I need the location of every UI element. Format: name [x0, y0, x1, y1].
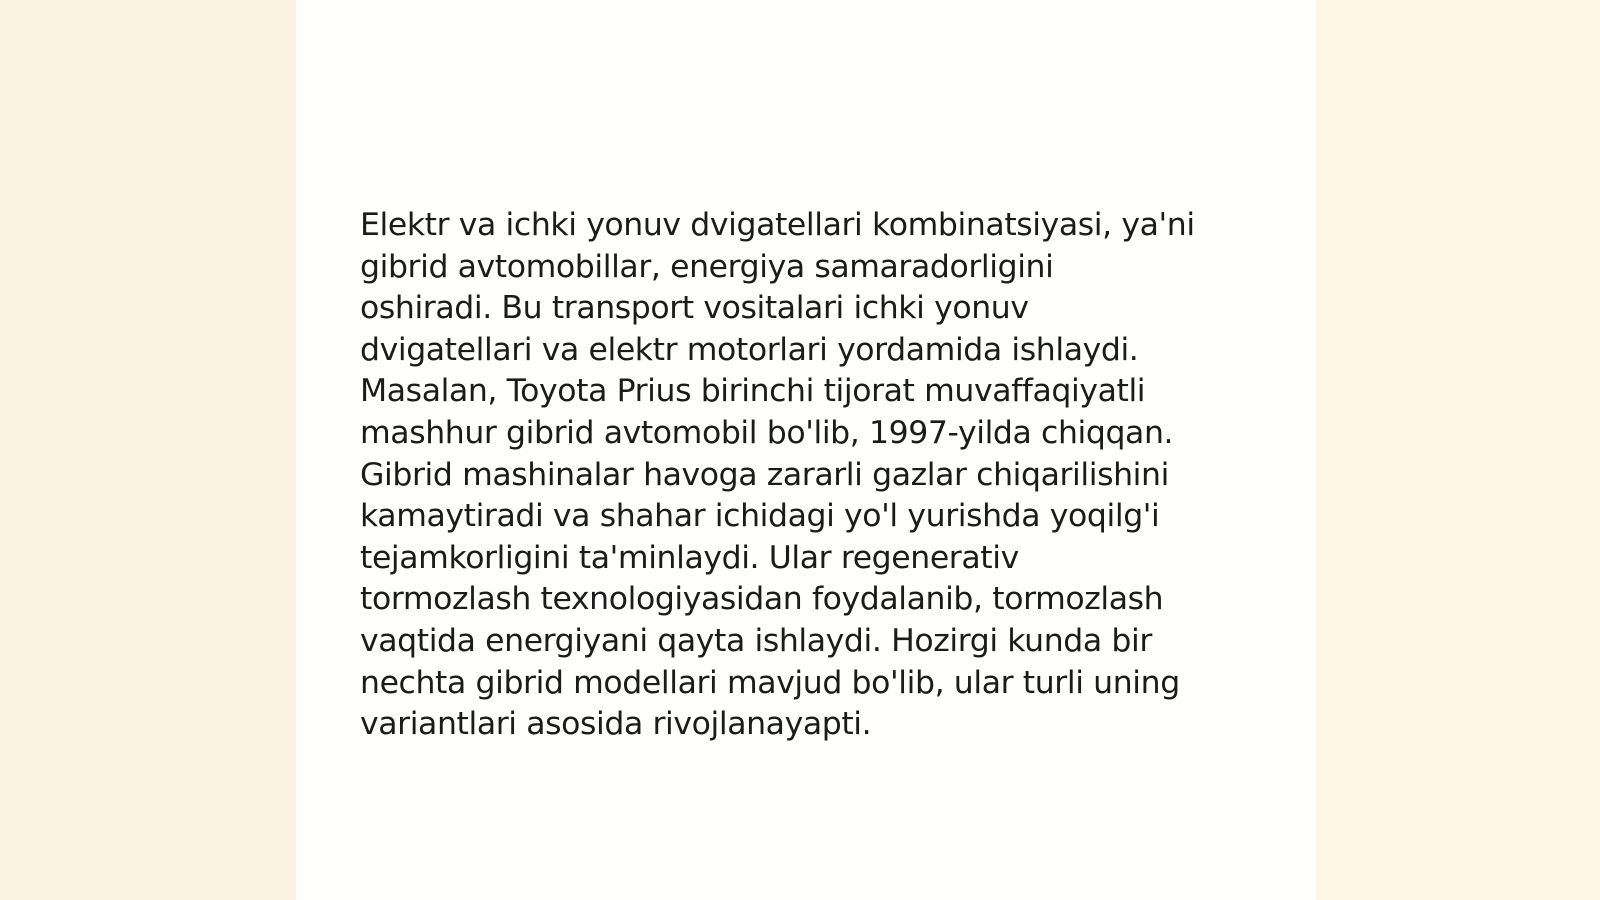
- paragraph-line: oshiradi. Bu transport vositalari ichki yonuv: [360, 290, 1029, 327]
- paragraph-line: kamaytiradi va shahar ichidagi yo'l yurishda yoqilg'i: [360, 498, 1160, 535]
- paragraph-line: Elektr va ichki yonuv dvigatellari kombinatsiyasi, ya'ni: [360, 207, 1195, 243]
- paragraph-line: nechta gibrid modellari mavjud bo'lib, ular turli uning: [360, 664, 1180, 701]
- paragraph-line: Gibrid mashinalar havoga zararli gazlar chiqarilishini: [360, 456, 1169, 493]
- slide-panel: [296, 0, 1316, 900]
- paragraph-line: vaqtida energiyani qayta ishlaydi. Hozirgi kunda bir: [360, 622, 1152, 659]
- right-margin-background: [1316, 0, 1600, 900]
- left-margin-background: [0, 0, 296, 900]
- paragraph-line: tormozlash texnologiyasidan foydalanib, tormozlash: [360, 581, 1164, 618]
- paragraph-line: gibrid avtomobillar, energiya samaradorligini: [360, 248, 1054, 285]
- paragraph-line: variantlari asosida rivojlanayapti.: [360, 706, 872, 743]
- paragraph-line: tejamkorligini ta'minlaydi. Ular regenerativ: [360, 539, 1019, 576]
- body-paragraph: [360, 205, 1240, 746]
- paragraph-line: mashhur gibrid avtomobil bo'lib, 1997-yilda chiqqan.: [360, 414, 1174, 451]
- paragraph-line: dvigatellari va elektr motorlari yordamida ishlaydi.: [360, 331, 1139, 368]
- paragraph-line: Masalan, Toyota Prius birinchi tijorat muvaffaqiyatli: [360, 373, 1146, 410]
